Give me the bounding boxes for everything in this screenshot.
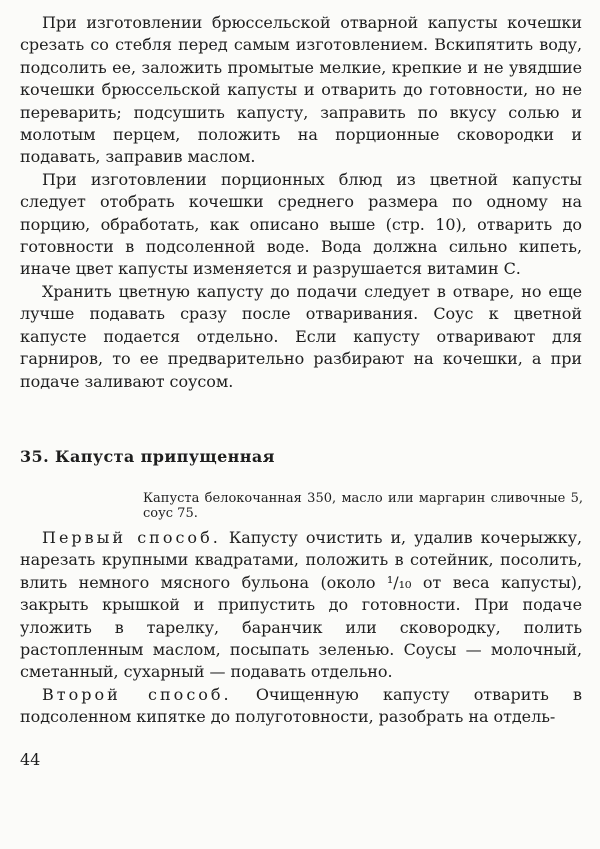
recipe-heading: 35. Капуста припущенная bbox=[20, 447, 275, 466]
paragraph-cauliflower-portions: При изготовлении порционных блюд из цветной капусты следует отобрать кочешки среднего размера по одному на порцию, обработать, как описано выше (стр. 10), отварить до готовности в подсоленной воде. Вода должна сильно кипеть, иначе цвет капусты изменяется и разрушается витамин С. bbox=[20, 169, 582, 279]
method-1-label: Первый способ. bbox=[42, 528, 221, 547]
text-block-top bbox=[20, 12, 582, 393]
method-1-paragraph bbox=[20, 527, 582, 684]
method-2-label: Второй способ. bbox=[42, 684, 232, 704]
paragraph-brussels-sprouts: При изготовлении брюссельской отварной капусты кочешки срезать со стебля перед самым изготовлением. Вскипятить воду, подсолить ее, заложить промытые мелкие, крепкие и не увядшие кочешки брюссельской капусты и отварить до готовности, но не переварить; подсушить капусту, заправить по вкусу солью и молотым перцем, положить на порционные сковородки и подавать, заправив маслом. bbox=[20, 13, 582, 167]
text-block-methods bbox=[20, 527, 582, 729]
method-2-text: Очищенную капусту отварить в подсоленном кипятке до полуготовности, разобрать на отдель- bbox=[20, 684, 582, 727]
paragraph-cauliflower-storage: Хранить цветную капусту до подачи следует в отваре, но еще лучше подавать сразу после отваривания. Соус к цветной капусте подается отдельно. Если капусту отваривают для гарниров, то ее предварительно разбирают на кочешки, а при подаче заливают соусом. bbox=[20, 281, 582, 391]
method-1-text: Капусту очистить и, удалив кочерыжку, нарезать крупными квадратами, положить в сотейник, посолить, влить немного мясного бульона (около ¹/₁₀ от веса капусты), закрыть крышкой и припустить до готовности. При подаче уложить в тарелку, баранчик или сковородку, полить растопленным маслом, посыпать зеленью. Соусы — молочный, сметанный, сухарный — подавать отдельно. bbox=[20, 528, 582, 682]
recipe-ingredients: Капуста белокочанная 350, масло или маргарин сливочные 5, соус 75. bbox=[143, 491, 583, 521]
page-number: 44 bbox=[20, 750, 41, 769]
method-2-paragraph bbox=[20, 684, 582, 729]
